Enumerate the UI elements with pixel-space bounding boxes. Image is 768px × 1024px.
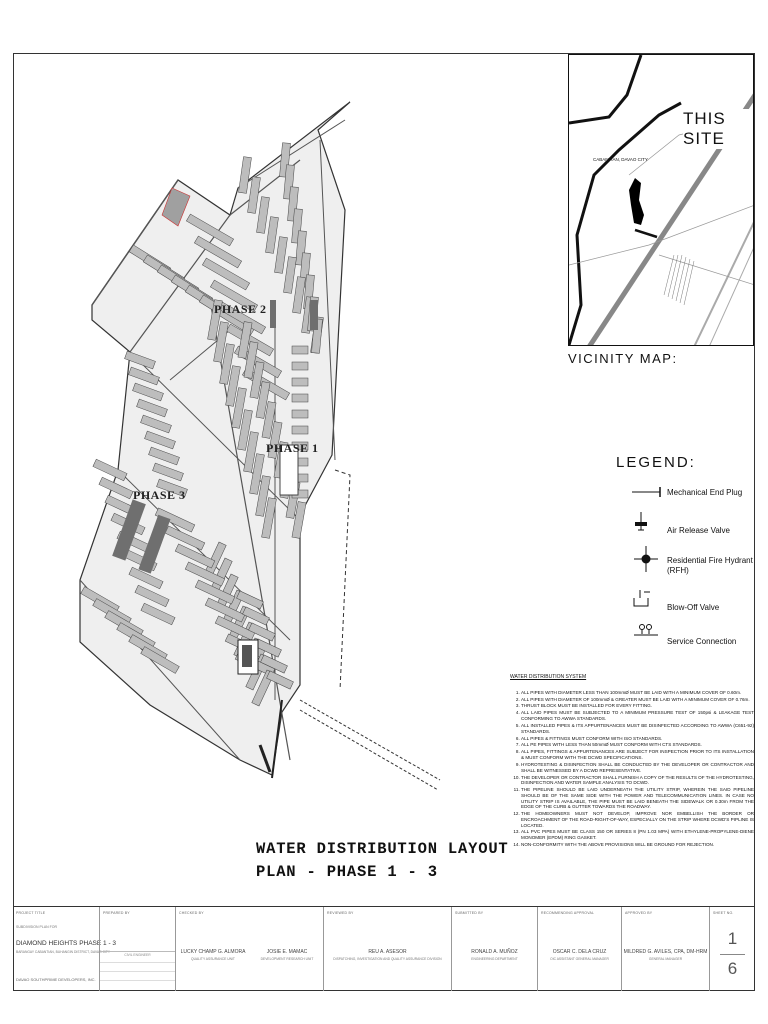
access-road-dashed — [300, 710, 438, 790]
vicinity-map-caption: VICINITY MAP: — [568, 351, 678, 366]
drawing-title — [256, 838, 509, 884]
legend-item — [630, 546, 760, 580]
note-item: 14. NON-CONFORMITY WITH THE ABOVE PROVISIONS WILL BE GROUND FOR REJECTION. — [521, 842, 754, 848]
title-block-checked-cell — [175, 907, 323, 991]
legend-item — [630, 588, 760, 616]
title-block-prepared-cell — [99, 907, 175, 991]
lot-block — [292, 378, 308, 386]
note-item: 6. ALL PIPES & FITTINGS MUST CONFORM WITH ISO STANDARDS. — [521, 736, 754, 742]
signatory-name: REU A. ASESOR — [368, 949, 407, 955]
legend-item — [630, 508, 760, 536]
signatory-name: JOSIE E. MAMAC — [266, 949, 308, 955]
vicinity-road — [694, 220, 754, 346]
legend-label: Service Connection — [667, 637, 737, 646]
phase-2-label: PHASE 2 — [214, 302, 267, 316]
drawing-title-line-1: WATER DISTRIBUTION LAYOUT — [256, 840, 509, 858]
service-connection-icon — [630, 622, 666, 648]
lot-block — [292, 394, 308, 402]
title-block-header: PROJECT TITLE — [16, 911, 46, 915]
note-item: 10. THE DEVELOPER OR CONTRACTOR SHALL FURNISH A COPY OF THE RESULTS OF THE HYDROTESTING, DISINFECTION AND WATER SAMPLE ANALYSIS TO DCWD. — [521, 775, 754, 786]
title-block-submitted-cell — [451, 907, 537, 991]
note-item: 4. ALL LAID PIPES MUST BE SUBJECTED TO A MINIMUM PRESSURE TEST OF 150psi & LEAKAGE TEST CONFORMING TO AWWA STANDARDS. — [521, 710, 754, 721]
hatched-area — [664, 255, 694, 305]
signatory-role: GENERAL MANAGER — [648, 957, 683, 961]
mechanical-end-plug-icon — [630, 484, 666, 504]
notes-list — [510, 690, 754, 848]
lot-block — [292, 362, 308, 370]
signatory-name: RONALD A. MUÑOZ — [471, 949, 518, 955]
signatory-name: OSCAR C. DELA CRUZ — [552, 949, 607, 955]
sheet-number: 1 — [727, 929, 738, 948]
legend-label: Mechanical End Plug — [667, 488, 743, 497]
vicinity-road — [709, 245, 754, 346]
legend-label: Blow-Off Valve — [667, 603, 720, 612]
signatory-name: MILDRED G. AVILES, CPA, DM-HRM — [623, 949, 708, 955]
title-block-reviewed-cell — [323, 907, 451, 991]
title-block-header: REVIEWED BY — [327, 911, 354, 915]
phase-1-label: PHASE 1 — [266, 441, 319, 455]
signatory-name: LUCKY CHAMP G. ALMORA — [180, 949, 246, 955]
title-block-sheet-cell — [709, 907, 755, 991]
access-road-dashed — [335, 470, 350, 690]
title-block-header: SHEET NO. — [713, 911, 734, 915]
site-label: THIS SITE — [683, 109, 753, 149]
vicinity-boundary — [569, 103, 681, 345]
legend-label: Residential Fire Hydrant (RFH) — [667, 556, 753, 575]
site-boundary — [80, 102, 350, 775]
project-name: DIAMOND HEIGHTS PHASE 1 - 3 — [16, 940, 117, 947]
open-space-block — [270, 300, 276, 328]
prepared-role: CIVIL ENGINEER — [124, 953, 151, 957]
access-road-dashed — [300, 700, 440, 780]
fire-hydrant-icon — [630, 546, 666, 576]
title-block-approved-cell — [621, 907, 709, 991]
vicinity-map — [568, 54, 754, 346]
legend-title: LEGEND: — [616, 454, 696, 471]
note-item: 12. THE HOMEOWNERS MUST NOT DEVELOP, IMPROVE NOR EMBELLISH THE BORDER OR ENCROACHMENT OF THE ROAD-RIGHT-OF-WAY, ESPECIALLY ON THE STRIP WHERE DCWD'S PIPLINE IS LOCATED. — [521, 811, 754, 828]
note-item: 8. ALL PIPES, FITTINGS & APPURTENANCES ARE SUBJECT FOR INSPECTION PRIOR TO ITS INSTALLATION & MUST CONFORM WITH THE DCWD SPECIFICATIONS. — [521, 749, 754, 760]
note-item: 7. ALL PE PIPES WITH LESS THAN 50mmØ MUST CONFORM WITH CTS STANDARDS. — [521, 742, 754, 748]
lot-block — [292, 410, 308, 418]
air-release-valve-icon — [630, 508, 666, 536]
title-block — [13, 906, 755, 991]
blow-off-valve-icon — [630, 588, 666, 614]
title-block-header: CHECKED BY — [179, 911, 204, 915]
site-location-marker — [629, 178, 644, 225]
lot-block — [292, 346, 308, 354]
note-item: 1. ALL PIPES WITH DIAMETER LESS THAN 100mmØ MUST BE LAID WITH A MINIMUM COVER OF 0.60m. — [521, 690, 754, 696]
developer-name: DAVAO SOUTHPRIME DEVELOPERS, INC. — [16, 977, 96, 982]
phase-3-label: PHASE 3 — [133, 488, 186, 502]
drawing-title-line-2: PLAN - PHASE 1 - 3 — [256, 863, 438, 881]
project-location: BARANGAY CABANTIAN, BUHANGIN DISTRICT, DAVAO CITY — [16, 950, 111, 954]
notes-title: WATER DISTRIBUTION SYSTEM — [510, 674, 587, 680]
title-block-header: RECOMMENDING APPROVAL — [541, 911, 595, 915]
place-label: CABANTIAN, DAVAO CITY — [593, 157, 648, 162]
legend-label: Air Release Valve — [667, 526, 730, 535]
vicinity-boundary — [635, 230, 657, 237]
subdivision-label: SUBDIVISION PLAN FOR — [16, 925, 58, 929]
vicinity-map-drawing — [569, 55, 754, 346]
sheet-total: 6 — [727, 959, 738, 978]
title-block-recommending-cell — [537, 907, 621, 991]
open-space-block — [242, 645, 252, 667]
notes-panel — [510, 675, 754, 849]
note-item: 13. ALL PVC PIPES MUST BE CLASS 150 OR SERIES 8 (PN 1.03 MPA) WITH ETHYLENE-PROPYLENE-DIENE MONOMER (EPDM) RING GASKET. — [521, 829, 754, 840]
signatory-role: DISPATCHING, INVESTIGATION AND QUALITY ASSURANCE DIVISION — [333, 957, 442, 961]
note-item: 3. THRUST BLOCK MUST BE INSTALLED FOR EVERY FITTING. — [521, 703, 754, 709]
title-block-header: PREPARED BY — [103, 911, 130, 915]
note-item: 11. THE PIPELINE SHOULD BE LAID UNDERNEATH THE UTILITY STRIP, WHEREIN THE SAID PIPELINE SHOULD BE OF THE SAME SIDE WITH THE POWER AND TELECOMMUNICATION LINES. IN CASE NO UTILITY STRIP IS AVAILABLE, THE PIPE MUST BE LAID BENEATH THE SIDEWALK OR 0.30m FROM THE EDGE OF THE CURB & GUTTER TOWARDS THE ROADWAY. — [521, 787, 754, 810]
vicinity-boundary — [569, 55, 641, 123]
open-space-block — [310, 300, 318, 330]
note-item: 9. HYDROTESTING & DISINFECTION SHALL BE CONDUCTED BY THE DEVELOPER OR CONTRACTOR AND SHALL BE WITNESSED BY A DCWD REPRESENTATIVE. — [521, 762, 754, 773]
signatory-role: OIC ASSISTANT GENERAL MANAGER — [550, 957, 609, 961]
signatory-role: ENGINEERING DEPARTMENT — [471, 957, 518, 961]
signatory-role: DEVELOPMENT RESEARCH UNIT — [260, 957, 314, 961]
title-block-header: SUBMITTED BY — [455, 911, 484, 915]
vicinity-street — [659, 255, 754, 285]
signatory-role: QUALITY ASSURANCE UNIT — [191, 957, 235, 961]
note-item: 5. ALL INSTALLED PIPES & ITS APPURTENANCES MUST BE DISINFECTED ACCORDING TO AWWA (C651-92) STANDARDS. — [521, 723, 754, 734]
title-block-header: APPROVED BY — [625, 911, 653, 915]
lot-block — [292, 426, 308, 434]
legend-item — [630, 622, 760, 650]
note-item: 2. ALL PIPES WITH DIAMETER OF 100mmØ & GREATER MUST BE LAID WITH A MINIMUM COVER OF 0.76m. — [521, 697, 754, 703]
